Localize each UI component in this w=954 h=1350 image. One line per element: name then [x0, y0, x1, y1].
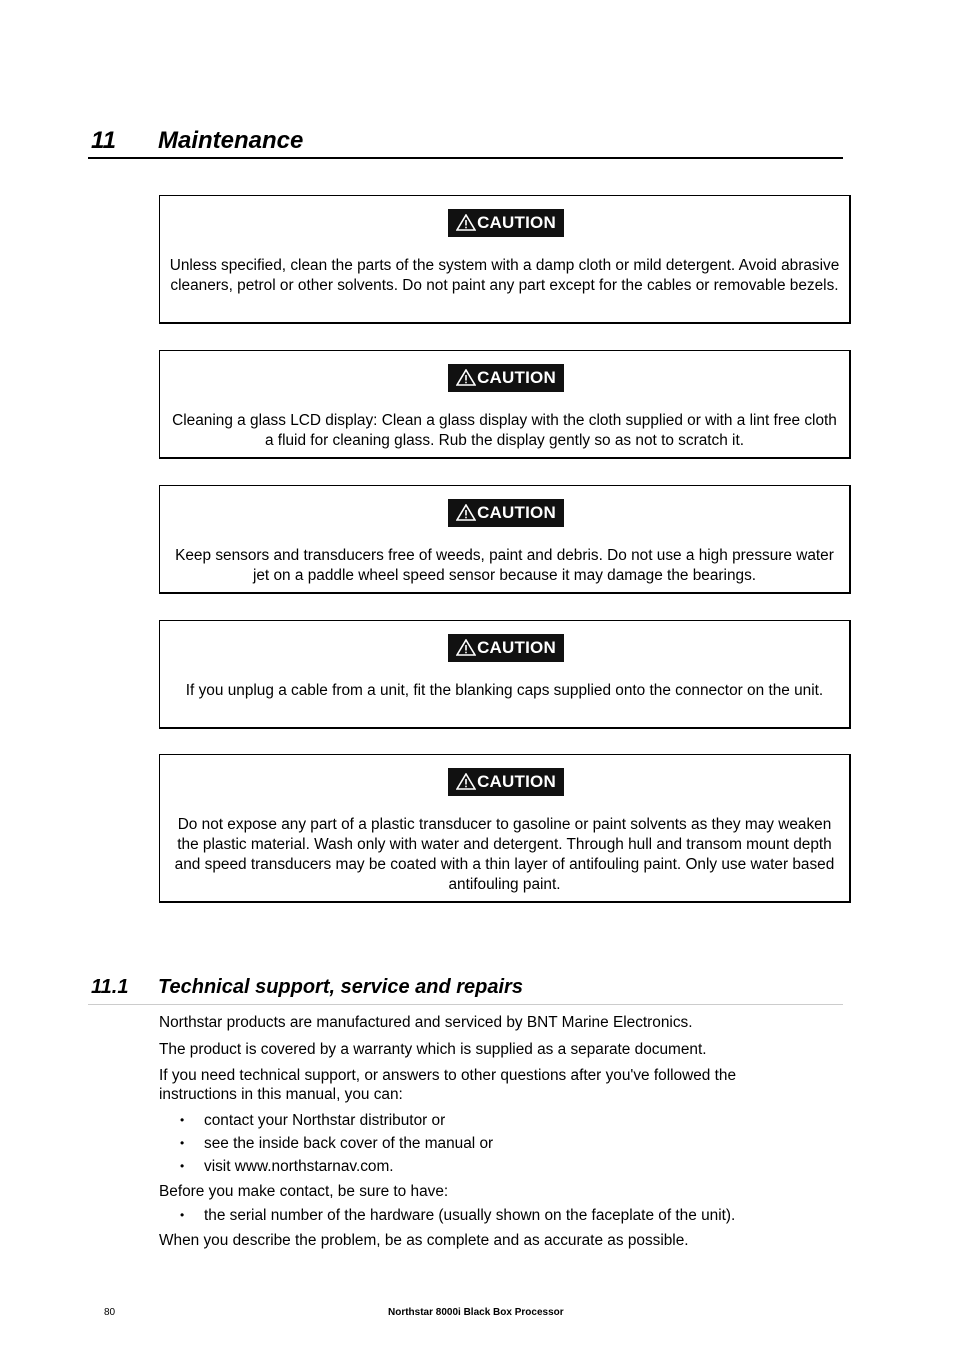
chapter-title: Maintenance [158, 127, 304, 154]
chapter-number: 11 [91, 127, 116, 154]
warning-icon [456, 773, 476, 790]
footer-title: Northstar 8000i Black Box Processor [388, 1307, 564, 1318]
caution-badge [448, 634, 564, 662]
warning-icon [456, 639, 476, 656]
caution-badge [448, 768, 564, 796]
bullet-icon: • [180, 1136, 185, 1150]
section-title: Technical support, service and repairs [158, 976, 523, 998]
caution-box [159, 754, 851, 903]
caution-label: CAUTION [477, 368, 556, 387]
caution-text: If you unplug a cable from a unit, fit the blanking caps supplied onto the connector on the unit. [185, 682, 824, 699]
caution-label: CAUTION [477, 772, 556, 791]
caution-box [159, 485, 851, 594]
section-number: 11.1 [91, 976, 129, 998]
paragraph: When you describe the problem, be as complete and as accurate as possible. [159, 1232, 689, 1249]
caution-label: CAUTION [477, 638, 556, 657]
warning-icon [456, 504, 476, 521]
caution-box [159, 350, 851, 459]
paragraph: The product is covered by a warranty which is supplied as a separate document. [159, 1041, 707, 1058]
paragraph: If you need technical support, or answers to other questions after you've followed the instructions in this manual, you can: [159, 1067, 737, 1103]
bullet-icon: • [180, 1113, 185, 1127]
caution-box [159, 195, 851, 324]
caution-badge [448, 499, 564, 527]
caution-label: CAUTION [477, 503, 556, 522]
warning-icon [456, 369, 476, 386]
bullet-icon: • [180, 1159, 185, 1173]
paragraph: Northstar products are manufactured and serviced by BNT Marine Electronics. [159, 1014, 693, 1031]
warning-icon [456, 214, 476, 231]
caution-text: Cleaning a glass LCD display: Clean a glass display with the cloth supplied or with a lint free cloth a fluid for cleaning glass. Rub the display gently so as not to scratch it. [172, 412, 837, 449]
paragraph: Before you make contact, be sure to have: [159, 1183, 449, 1200]
caution-text: Unless specified, clean the parts of the system with a damp cloth or mild detergent. Avoid abrasive cleaners, petrol or other solvents. Do not paint any part except for the cables or removable bezels. [169, 257, 840, 294]
caution-box [159, 620, 851, 729]
chapter-heading [88, 124, 843, 159]
caution-badge [448, 364, 564, 392]
section-heading [88, 974, 843, 1005]
page-number: 80 [104, 1307, 116, 1318]
bullet-icon: • [180, 1208, 185, 1222]
caution-label: CAUTION [477, 213, 556, 232]
caution-text: Do not expose any part of a plastic transducer to gasoline or paint solvents as they may weaken the plastic material. Wash only with water and detergent. Through hull and transom mount depth and speed transducers may be coated with a thin layer of antifouling paint. Only use water based antifouling paint. [174, 816, 835, 893]
caution-text: Keep sensors and transducers free of weeds, paint and debris. Do not use a high pressure water jet on a paddle wheel speed sensor because it may damage the bearings. [175, 547, 834, 584]
caution-badge [448, 209, 564, 237]
